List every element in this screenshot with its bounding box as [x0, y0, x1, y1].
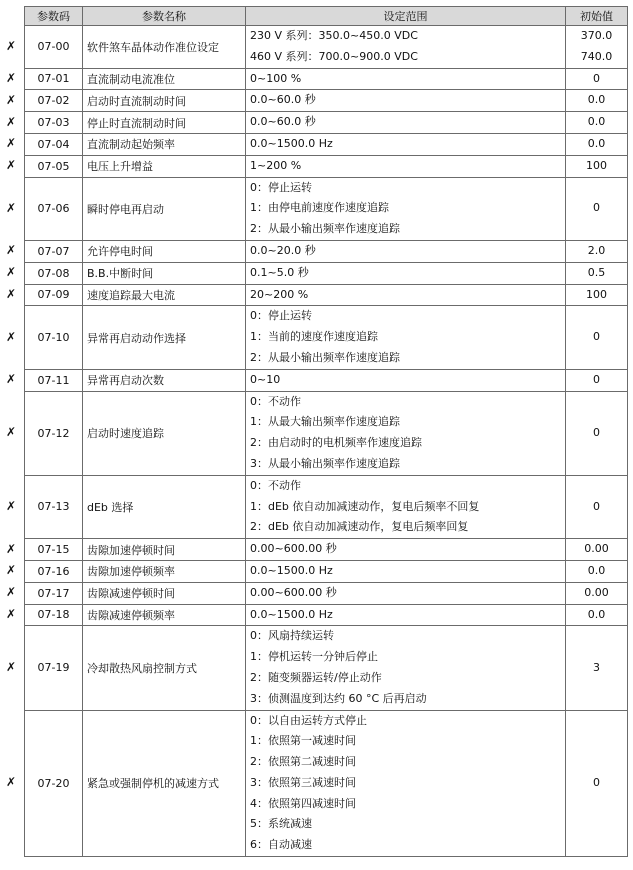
- param-name: 异常再启动动作选择: [83, 306, 246, 369]
- param-name: 启动时速度追踪: [83, 391, 246, 475]
- table-row: [25, 369, 628, 391]
- change-marker-icon: ✗: [5, 70, 17, 85]
- param-name: 冷却散热风扇控制方式: [83, 626, 246, 710]
- default-value: 740.0: [580, 49, 613, 63]
- default-value: 3: [593, 660, 600, 674]
- change-marker-icon: ✗: [5, 563, 17, 578]
- param-code: 07-00: [25, 26, 83, 69]
- param-name: 允许停电时间: [83, 240, 246, 262]
- range-line: 0.0~60.0 秒: [250, 115, 316, 129]
- table-row: [25, 560, 628, 582]
- default-value: 0: [593, 372, 600, 386]
- param-default: [566, 539, 628, 561]
- param-default: [566, 26, 628, 69]
- table-row: [25, 68, 628, 90]
- param-name: 直流制动起始频率: [83, 133, 246, 155]
- param-code: 07-15: [25, 539, 83, 561]
- range-line: 1~200 %: [250, 158, 302, 172]
- range-line: 0~10: [250, 372, 281, 386]
- range-line: 2：由启动时的电机频率作速度追踪: [250, 436, 422, 450]
- range-line: 0.1~5.0 秒: [250, 265, 309, 279]
- param-default: [566, 391, 628, 475]
- table-row: [25, 710, 628, 857]
- default-value: 0: [593, 775, 600, 789]
- change-marker-icon: ✗: [5, 200, 17, 215]
- param-code: 07-07: [25, 240, 83, 262]
- table-row: [25, 155, 628, 177]
- param-default: [566, 582, 628, 604]
- header-name: 参数名称: [83, 7, 246, 26]
- change-marker-icon: ✗: [5, 498, 17, 513]
- table-row: [25, 604, 628, 626]
- param-range: [246, 626, 566, 710]
- range-line: 0：不动作: [250, 478, 301, 492]
- param-name: 齿隙加速停顿时间: [83, 539, 246, 561]
- change-marker-icon: ✗: [5, 372, 17, 387]
- default-value: 0: [593, 201, 600, 215]
- range-line: 230 V 系列：350.0~450.0 VDC: [250, 29, 418, 42]
- param-code: 07-19: [25, 626, 83, 710]
- param-name: B.B.中断时间: [83, 262, 246, 284]
- param-default: [566, 710, 628, 857]
- table-row: [25, 306, 628, 369]
- param-default: [566, 240, 628, 262]
- range-line: 0.0~1500.0 Hz: [250, 607, 333, 621]
- default-value: 2.0: [587, 243, 606, 257]
- change-marker-icon: ✗: [5, 329, 17, 344]
- table-row: [25, 26, 628, 69]
- change-marker-icon: ✗: [5, 38, 17, 53]
- table-row: [25, 626, 628, 710]
- default-value: 0: [593, 71, 600, 85]
- table-row: [25, 90, 628, 112]
- range-line: 3：依照第三减速时间: [250, 775, 356, 789]
- param-code: 07-13: [25, 475, 83, 538]
- range-line: 0.0~20.0 秒: [250, 243, 316, 257]
- range-line: 460 V 系列：700.0~900.0 VDC: [250, 49, 418, 63]
- param-default: [566, 90, 628, 112]
- param-range: [246, 560, 566, 582]
- table-header-row: [25, 7, 628, 26]
- table-row: [25, 539, 628, 561]
- param-range: [246, 26, 566, 69]
- change-marker-icon: ✗: [5, 659, 17, 674]
- range-line: 0.0~60.0 秒: [250, 93, 316, 107]
- param-default: [566, 155, 628, 177]
- param-name: 齿隙减速停顿频率: [83, 604, 246, 626]
- param-name: 瞬时停电再启动: [83, 177, 246, 240]
- param-code: 07-08: [25, 262, 83, 284]
- change-marker-icon: ✗: [5, 541, 17, 556]
- param-name: 齿隙加速停顿频率: [83, 560, 246, 582]
- range-line: 1：停机运转一分钟后停止: [250, 650, 378, 664]
- change-marker-icon: ✗: [5, 286, 17, 301]
- default-value: 0.0: [587, 607, 606, 621]
- range-line: 2：依照第二减速时间: [250, 755, 356, 769]
- param-default: [566, 68, 628, 90]
- param-range: [246, 369, 566, 391]
- change-marker-icon: ✗: [5, 158, 17, 173]
- param-name: 紧急或强制停机的减速方式: [83, 710, 246, 857]
- change-marker-icon: ✗: [5, 114, 17, 129]
- change-marker-icon: ✗: [5, 585, 17, 600]
- range-line: 1：依照第一减速时间: [250, 734, 356, 748]
- param-default: [566, 626, 628, 710]
- param-range: [246, 710, 566, 857]
- header-code: 参数码: [25, 7, 83, 26]
- default-value: 0: [593, 330, 600, 344]
- param-default: [566, 284, 628, 306]
- param-range: [246, 90, 566, 112]
- table-row: [25, 177, 628, 240]
- param-range: [246, 262, 566, 284]
- table-row: [25, 112, 628, 134]
- change-marker-icon: ✗: [5, 606, 17, 621]
- table-row: [25, 284, 628, 306]
- param-default: [566, 604, 628, 626]
- default-value: 0.00: [584, 585, 609, 599]
- range-line: 1：由停电前速度作速度追踪: [250, 201, 389, 215]
- param-default: [566, 369, 628, 391]
- param-range: [246, 155, 566, 177]
- range-line: 0.0~1500.0 Hz: [250, 136, 333, 150]
- param-code: 07-17: [25, 582, 83, 604]
- header-default: 初始值: [566, 7, 628, 26]
- range-line: 2：随变频器运转/停止动作: [250, 670, 382, 684]
- default-value: 0: [593, 499, 600, 513]
- change-marker-icon: ✗: [5, 425, 17, 440]
- param-range: [246, 582, 566, 604]
- change-marker-icon: ✗: [5, 775, 17, 790]
- range-line: 3：从最小输出频率作速度追踪: [250, 456, 400, 470]
- param-code: 07-02: [25, 90, 83, 112]
- range-line: 5：系统减速: [250, 817, 312, 831]
- range-line: 4：依照第四减速时间: [250, 796, 356, 810]
- table-row: [25, 240, 628, 262]
- param-code: 07-09: [25, 284, 83, 306]
- param-code: 07-05: [25, 155, 83, 177]
- range-line: 2：从最小输出频率作速度追踪: [250, 350, 400, 364]
- range-line: 0：以自由运转方式停止: [250, 713, 367, 727]
- range-line: 20~200 %: [250, 287, 309, 301]
- range-line: 6：自动减速: [250, 838, 312, 852]
- table-row: [25, 262, 628, 284]
- param-range: [246, 306, 566, 369]
- default-value: 0.5: [587, 265, 606, 279]
- param-default: [566, 262, 628, 284]
- change-marker-icon: ✗: [5, 265, 17, 280]
- param-default: [566, 306, 628, 369]
- param-name: 电压上升增益: [83, 155, 246, 177]
- default-value: 370.0: [580, 29, 613, 42]
- change-marker-icon: ✗: [5, 243, 17, 258]
- param-default: [566, 133, 628, 155]
- param-name: 启动时直流制动时间: [83, 90, 246, 112]
- table-body: [25, 26, 628, 857]
- range-line: 1：dEb 依自动加减速动作，复电后频率不回复: [250, 499, 480, 513]
- range-line: 1：当前的速度作速度追踪: [250, 330, 378, 344]
- default-value: 0.0: [587, 563, 606, 577]
- range-line: 1：从最大输出频率作速度追踪: [250, 415, 400, 429]
- param-code: 07-01: [25, 68, 83, 90]
- range-line: 2：dEb 依自动加减速动作，复电后频率回复: [250, 520, 469, 534]
- default-value: 0.0: [587, 136, 606, 150]
- range-line: 0~100 %: [250, 71, 302, 85]
- param-range: [246, 475, 566, 538]
- range-line: 0.0~1500.0 Hz: [250, 563, 333, 577]
- param-code: 07-12: [25, 391, 83, 475]
- param-range: [246, 68, 566, 90]
- param-default: [566, 475, 628, 538]
- default-value: 0.0: [587, 93, 606, 107]
- param-range: [246, 604, 566, 626]
- param-name: 异常再启动次数: [83, 369, 246, 391]
- param-name: 速度追踪最大电流: [83, 284, 246, 306]
- default-value: 100: [586, 287, 607, 301]
- param-code: 07-03: [25, 112, 83, 134]
- range-line: 0.00~600.00 秒: [250, 585, 337, 599]
- param-range: [246, 284, 566, 306]
- range-line: 3：侦测温度到达约 60 °C 后再启动: [250, 691, 427, 705]
- param-name: dEb 选择: [83, 475, 246, 538]
- param-name: 直流制动电流准位: [83, 68, 246, 90]
- param-code: 07-16: [25, 560, 83, 582]
- param-range: [246, 177, 566, 240]
- parameter-table: [24, 6, 628, 857]
- table-row: [25, 582, 628, 604]
- table-row: [25, 133, 628, 155]
- default-value: 0.0: [587, 115, 606, 129]
- param-range: [246, 539, 566, 561]
- param-range: [246, 133, 566, 155]
- range-line: 2：从最小输出频率作速度追踪: [250, 222, 400, 236]
- range-line: 0：风扇持续运转: [250, 629, 334, 643]
- header-range: 设定范围: [246, 7, 566, 26]
- default-value: 100: [586, 158, 607, 172]
- range-line: 0：停止运转: [250, 309, 312, 323]
- param-code: 07-04: [25, 133, 83, 155]
- default-value: 0.00: [584, 542, 609, 556]
- change-marker-icon: ✗: [5, 92, 17, 107]
- param-range: [246, 391, 566, 475]
- change-marker-icon: ✗: [5, 136, 17, 151]
- param-name: 停止时直流制动时间: [83, 112, 246, 134]
- param-name: 齿隙减速停顿时间: [83, 582, 246, 604]
- param-code: 07-20: [25, 710, 83, 857]
- param-code: 07-18: [25, 604, 83, 626]
- param-code: 07-06: [25, 177, 83, 240]
- param-default: [566, 112, 628, 134]
- param-code: 07-10: [25, 306, 83, 369]
- param-default: [566, 177, 628, 240]
- param-name: 软件煞车晶体动作准位设定: [83, 26, 246, 69]
- param-range: [246, 240, 566, 262]
- param-default: [566, 560, 628, 582]
- default-value: 0: [593, 425, 600, 439]
- range-line: 0：不动作: [250, 394, 301, 408]
- table-row: [25, 391, 628, 475]
- param-range: [246, 112, 566, 134]
- range-line: 0：停止运转: [250, 180, 312, 194]
- range-line: 0.00~600.00 秒: [250, 542, 337, 556]
- param-code: 07-11: [25, 369, 83, 391]
- table-row: [25, 475, 628, 538]
